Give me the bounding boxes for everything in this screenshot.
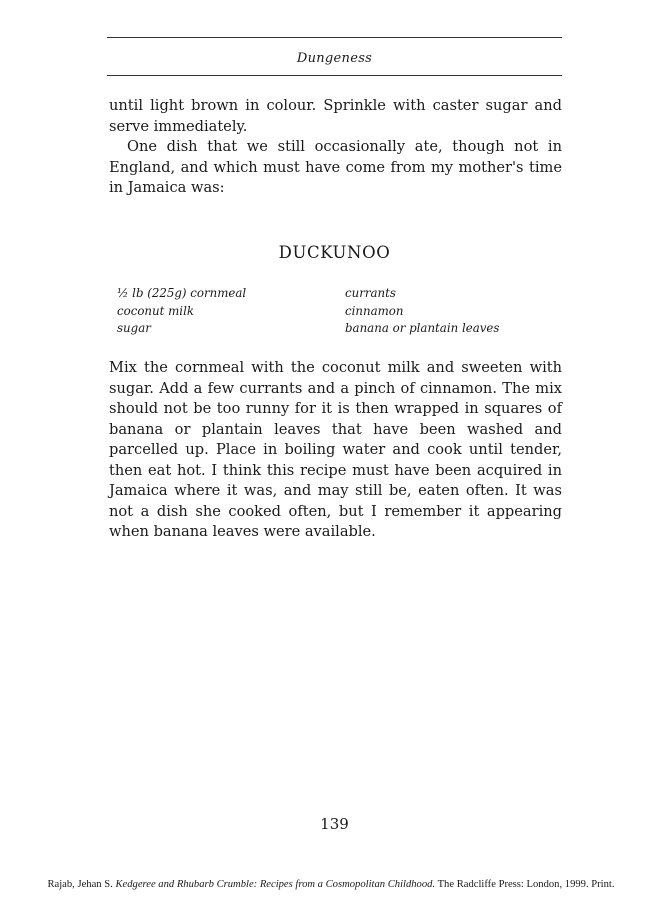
intro-paragraph-text: One dish that we still occasionally ate, though not in England, and which must have come from my mother's time in Jamaica was: xyxy=(109,138,562,196)
citation-publisher: The Radcliffe Press: London, 1999. Print. xyxy=(437,879,615,890)
page-number: 139 xyxy=(320,815,349,833)
citation-author: Rajab, Jehan S. xyxy=(47,879,113,890)
citation xyxy=(0,879,662,890)
intro-continuation xyxy=(109,96,562,137)
ingredient-item: ½ lb (225g) cornmeal xyxy=(117,286,247,300)
recipe-method-text: Mix the cornmeal with the coconut milk and sweeten with sugar. Add a few currants and a pinch of cinnamon. The mix should not be too runny for it is then wrapped in squares of banana or plantain leaves that have been washed and parcelled up. Place in boiling water and cook until tender, then eat hot. I think this recipe must have been acquired in Jamaica where it was, and may still be, eaten often. It was not a dish she cooked often, but I remember it appearing when banana leaves were available. xyxy=(109,359,562,540)
recipe-method xyxy=(109,358,562,543)
ingredient-item: banana or plantain leaves xyxy=(345,321,500,335)
ingredients-right-column xyxy=(345,285,499,338)
header-bottom-rule xyxy=(107,75,562,76)
ingredients-left-column xyxy=(117,285,246,338)
header-top-rule xyxy=(107,37,562,38)
running-head: Dungeness xyxy=(296,51,373,66)
ingredient-item: currants xyxy=(345,286,396,300)
ingredient-item: cinnamon xyxy=(345,303,404,318)
intro-continuation-text: until light brown in colour. Sprinkle with caster sugar and serve immediately. xyxy=(109,97,562,135)
ingredient-item: coconut milk xyxy=(117,303,194,318)
intro-paragraph xyxy=(109,137,562,199)
recipe-title: DUCKUNOO xyxy=(278,243,391,262)
ingredient-item: sugar xyxy=(117,321,151,335)
citation-title: Kedgeree and Rhubarb Crumble: Recipes from a Cosmopolitan Childhood. xyxy=(115,879,436,890)
